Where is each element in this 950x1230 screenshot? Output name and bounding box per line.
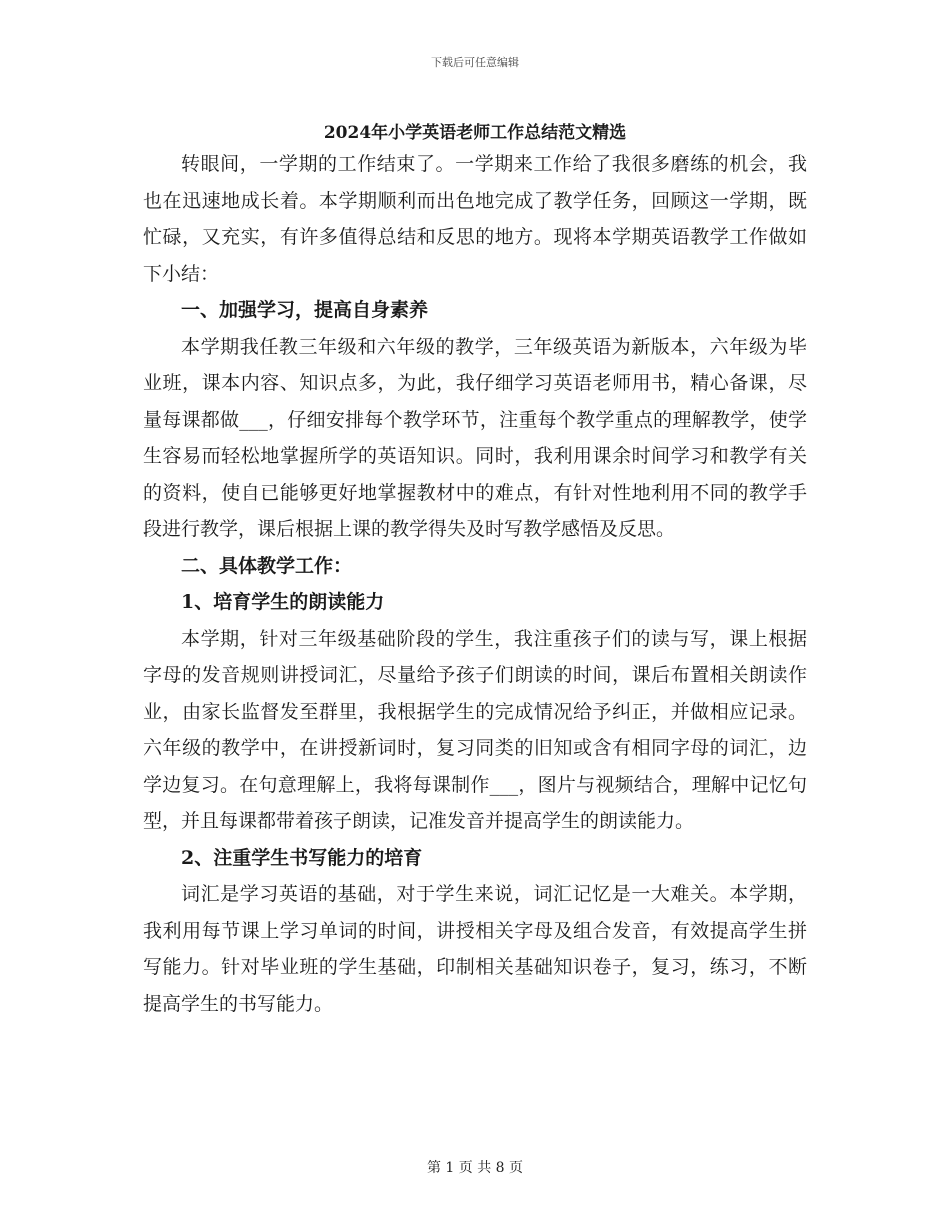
subsection1-heading: 1、培育学生的朗读能力 [181, 591, 385, 613]
section1-paragraph: 本学期我任教三年级和六年级的教学，三年级英语为新版本，六年级为毕业班，课本内容、知识点多，为此，我仔细学习英语老师用书，精心备课，尽量每课都做___，仔细安排每个教学环节，注重每个教学重点的理解教学，使学生容易而轻松地掌握所学的英语知识。同时，我利用课余时间学习和教学有关的资料，使自已能够更好地掌握教材中的难点，有针对性地利用不同的教学手段进行教学，课后根据上课的教学得失及时写教学感悟及反思。 [143, 335, 807, 540]
section1-heading: 一、加强学习，提高自身素养 [181, 299, 429, 321]
subsection2-paragraph: 词汇是学习英语的基础，对于学生来说，词汇记忆是一大难关。本学期，我利用每节课上学习单词的时间，讲授相关字母及组合发音，有效提高学生拼写能力。针对毕业班的学生基础，印制相关基础知识卷子，复习，练习，不断提高学生的书写能力。 [143, 883, 807, 1015]
document-title: 2024年小学英语老师工作总结范文精选 [323, 123, 627, 143]
header-note: 下载后可任意编辑 [431, 56, 519, 69]
document-body [143, 146, 807, 1022]
intro-paragraph: 转眼间，一学期的工作结束了。一学期来工作给了我很多磨练的机会，我也在迅速地成长着。本学期顺利而出色地完成了教学任务，回顾这一学期，既忙碌，又充实，有许多值得总结和反思的地方。现将本学期英语教学工作做如下小结： [143, 153, 807, 285]
subsection1-paragraph: 本学期，针对三年级基础阶段的学生，我注重孩子们的读与写，课上根据字母的发音规则讲授词汇，尽量给予孩子们朗读的时间，课后布置相关朗读作业，由家长监督发至群里，我根据学生的完成情况给予纠正，并做相应记录。六年级的教学中，在讲授新词时，复习同类的旧知或含有相同字母的词汇，边学边复习。在句意理解上，我将每课制作___，图片与视频结合，理解中记忆句型，并且每课都带着孩子朗读，记准发音并提高学生的朗读能力。 [143, 627, 807, 832]
page-footer: 第 1 页 共 8 页 [426, 1160, 524, 1176]
section2-heading: 二、具体教学工作： [181, 554, 353, 577]
subsection2-heading: 2、注重学生书写能力的培育 [181, 846, 423, 869]
